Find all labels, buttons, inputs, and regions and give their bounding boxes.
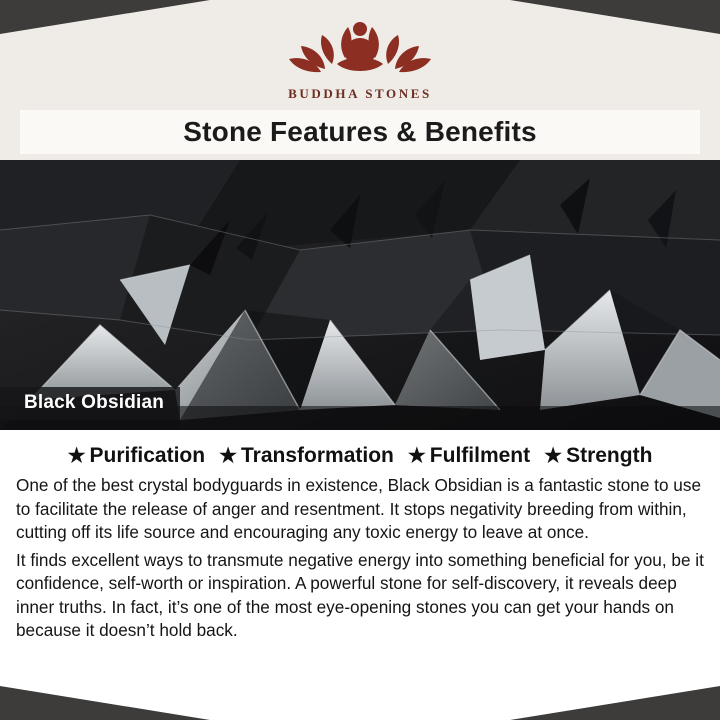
star-icon: ★	[407, 445, 426, 467]
footer-corner-wedge-left	[0, 686, 210, 720]
keyword-label: Strength	[566, 444, 653, 467]
photo-caption: Black Obsidian	[0, 387, 180, 420]
brand-name: BUDDHA STONES	[288, 86, 432, 101]
brand-block	[0, 14, 720, 102]
keyword-label: Transformation	[241, 444, 394, 467]
star-icon: ★	[219, 445, 237, 467]
stone-photo	[0, 160, 720, 430]
keyword-item	[68, 444, 205, 468]
keyword-label: Purification	[89, 444, 206, 467]
page-title: Stone Features & Benefits	[183, 116, 537, 147]
keyword-label: Fulfilment	[429, 444, 531, 467]
body-paragraph-2: It finds excellent ways to transmute negative energy into something beneficial for you, be it confidence, self-worth or inspiration. A powerful stone for self-discovery, it reveals deep inner truths. In fact, it’s one of the most eye-opening stones you can get your hands on because it doesn’t hold back.	[16, 549, 704, 641]
title-bar	[20, 110, 700, 154]
content-section	[0, 430, 720, 643]
page-header	[0, 0, 720, 160]
body-paragraph-1: One of the best crystal bodyguards in existence, Black Obsidian is a fantastic stone to use to facilitate the release of anger and resentment. It stops negativity breeding from within, cutting off its life source and encouraging any toxic energy to leave at once.	[16, 475, 702, 543]
keyword-list	[16, 444, 704, 468]
footer-wedges	[0, 684, 720, 720]
footer-corner-wedge-right	[510, 686, 720, 720]
star-icon: ★	[67, 445, 86, 467]
lotus-meditation-icon	[0, 14, 720, 82]
keyword-item	[408, 444, 530, 468]
star-icon: ★	[544, 445, 563, 467]
keyword-item	[544, 444, 652, 468]
keyword-item	[219, 444, 394, 468]
